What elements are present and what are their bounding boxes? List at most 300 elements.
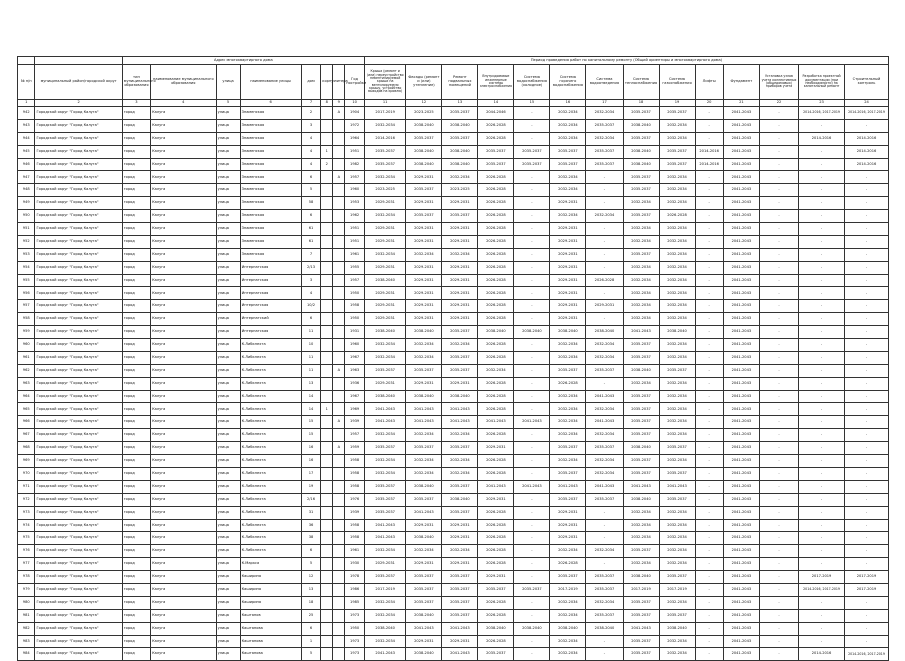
cell-period: - bbox=[695, 596, 723, 609]
cell-period: 2014-2016, 2017-2019 bbox=[844, 107, 888, 120]
cell-period: 2026-2028 bbox=[478, 119, 514, 132]
cell-mun: Городской округ "Город Калуга" bbox=[35, 596, 122, 609]
cell-period: 2032-2034 bbox=[586, 107, 623, 120]
cell-period: 2041-2043 bbox=[723, 351, 759, 364]
cell-n: 979 bbox=[18, 583, 35, 596]
cell-period: 2032-2034 bbox=[550, 171, 586, 184]
cell-house: 4 bbox=[301, 287, 321, 300]
cell-korp bbox=[321, 506, 333, 519]
cell-st: улица bbox=[216, 571, 240, 584]
cell-period: - bbox=[759, 171, 798, 184]
cell-name: Калуга bbox=[151, 313, 216, 326]
cell-period: 2014-2016 bbox=[364, 132, 405, 145]
cell-period: 2032-2034 bbox=[659, 377, 695, 390]
cell-st: улица bbox=[216, 158, 240, 171]
cell-n: 966 bbox=[18, 416, 35, 429]
column-number: 11 bbox=[364, 100, 405, 107]
cell-period: 2035-2037 bbox=[586, 609, 623, 622]
cell-period: - bbox=[514, 519, 550, 532]
cell-period: - bbox=[844, 480, 888, 493]
cell-period: - bbox=[844, 313, 888, 326]
cell-n: 950 bbox=[18, 210, 35, 223]
cell-year: 1973 bbox=[345, 609, 365, 622]
column-number: 3 bbox=[122, 100, 150, 107]
cell-mun: Городской округ "Город Калуга" bbox=[35, 377, 122, 390]
cell-period: 2041-2043 bbox=[723, 210, 759, 223]
cell-name: Калуга bbox=[151, 107, 216, 120]
cell-period: 2029-2031 bbox=[550, 313, 586, 326]
cell-name: Калуга bbox=[151, 532, 216, 545]
cell-period: - bbox=[695, 506, 723, 519]
cell-period: - bbox=[695, 351, 723, 364]
cell-lit bbox=[333, 506, 345, 519]
cell-period: 2038-2040 bbox=[623, 364, 659, 377]
cell-period: - bbox=[759, 339, 798, 352]
cell-period: 2032-2034 bbox=[623, 377, 659, 390]
cell-period: - bbox=[695, 648, 723, 661]
cell-period: 2032-2034 bbox=[550, 339, 586, 352]
cell-period: 2041-2043 bbox=[586, 390, 623, 403]
cell-period: 2032-2034 bbox=[364, 339, 405, 352]
cell-name: Калуга bbox=[151, 467, 216, 480]
cell-period: 2041-2043 bbox=[442, 416, 478, 429]
cell-period: 2029-2031 bbox=[364, 223, 405, 236]
cell-type: город bbox=[122, 455, 150, 468]
cell-lit bbox=[333, 390, 345, 403]
cell-period: 2029-2031 bbox=[406, 223, 442, 236]
cell-period: - bbox=[759, 480, 798, 493]
cell-period: - bbox=[586, 235, 623, 248]
cell-period: 2032-2034 bbox=[623, 506, 659, 519]
cell-period: 2041-2043 bbox=[723, 622, 759, 635]
cell-period: - bbox=[844, 248, 888, 261]
cell-period: 2035-2037 bbox=[623, 107, 659, 120]
cell-period: - bbox=[844, 377, 888, 390]
column-number: 14 bbox=[478, 100, 514, 107]
cell-mun: Городской округ "Город Калуга" bbox=[35, 339, 122, 352]
cell-street: Знаменская bbox=[240, 184, 301, 197]
cell-name: Калуга bbox=[151, 210, 216, 223]
table-row bbox=[18, 339, 889, 352]
cell-period: 2014-2016 bbox=[844, 158, 888, 171]
cell-period: - bbox=[695, 184, 723, 197]
cell-period: - bbox=[695, 455, 723, 468]
cell-period: 2041-2043 bbox=[406, 506, 442, 519]
cell-period: - bbox=[759, 158, 798, 171]
column-header: корпус bbox=[321, 65, 333, 100]
cell-name: Калуга bbox=[151, 596, 216, 609]
cell-period: 2032-2034 bbox=[364, 596, 405, 609]
table-row bbox=[18, 119, 889, 132]
cell-period: 2035-2037 bbox=[550, 571, 586, 584]
cell-period: 2035-2037 bbox=[586, 493, 623, 506]
cell-street: Каширина bbox=[240, 571, 301, 584]
cell-period: - bbox=[799, 184, 845, 197]
cell-period: 2035-2037 bbox=[406, 210, 442, 223]
cell-street: Знаменская bbox=[240, 235, 301, 248]
cell-type: город bbox=[122, 583, 150, 596]
cell-period: 2038-2040 bbox=[442, 119, 478, 132]
cell-mun: Городской округ "Город Калуга" bbox=[35, 300, 122, 313]
cell-period: - bbox=[514, 300, 550, 313]
cell-period: 2038-2040 bbox=[659, 622, 695, 635]
cell-period: 2032-2034 bbox=[623, 287, 659, 300]
cell-n: 968 bbox=[18, 442, 35, 455]
cell-period: - bbox=[586, 506, 623, 519]
cell-mun: Городской округ "Город Калуга" bbox=[35, 223, 122, 236]
cell-korp bbox=[321, 171, 333, 184]
cell-period: - bbox=[799, 339, 845, 352]
cell-street: Знаменская bbox=[240, 119, 301, 132]
cell-period: 2032-2034 bbox=[586, 545, 623, 558]
cell-year: 1973 bbox=[345, 635, 365, 648]
cell-period: 2035-2037 bbox=[478, 158, 514, 171]
cell-name: Калуга bbox=[151, 416, 216, 429]
cell-period: - bbox=[844, 609, 888, 622]
cell-street: К.Либкнехта bbox=[240, 467, 301, 480]
cell-korp bbox=[321, 184, 333, 197]
cell-type: город bbox=[122, 145, 150, 158]
cell-name: Калуга bbox=[151, 493, 216, 506]
cell-name: Калуга bbox=[151, 261, 216, 274]
cell-period: 2029-2031 bbox=[442, 223, 478, 236]
cell-house: 31 bbox=[301, 506, 321, 519]
cell-year: 1950 bbox=[345, 622, 365, 635]
cell-period: 2041-2043 bbox=[723, 274, 759, 287]
cell-street: Каштанов bbox=[240, 609, 301, 622]
cell-period: - bbox=[695, 119, 723, 132]
cell-lit: А bbox=[333, 442, 345, 455]
cell-type: город bbox=[122, 326, 150, 339]
cell-n: 949 bbox=[18, 197, 35, 210]
cell-period: - bbox=[844, 596, 888, 609]
cell-period: - bbox=[844, 493, 888, 506]
cell-period: 2035-2037 bbox=[364, 158, 405, 171]
cell-mun: Городской округ "Город Калуга" bbox=[35, 622, 122, 635]
cell-period: 2032-2034 bbox=[406, 351, 442, 364]
cell-year: 1960 bbox=[345, 184, 365, 197]
cell-period: 2044-2046 bbox=[478, 107, 514, 120]
cell-period: - bbox=[759, 145, 798, 158]
cell-period: 2038-2040 bbox=[659, 326, 695, 339]
cell-period: 2038-2040 bbox=[478, 622, 514, 635]
cell-period: - bbox=[844, 210, 888, 223]
cell-period: - bbox=[844, 403, 888, 416]
cell-type: город bbox=[122, 377, 150, 390]
cell-year: 1957 bbox=[345, 274, 365, 287]
cell-year: 1985 bbox=[345, 596, 365, 609]
cell-n: 975 bbox=[18, 532, 35, 545]
cell-period: - bbox=[799, 609, 845, 622]
column-header: Система теплоснабжения bbox=[623, 65, 659, 100]
cell-period: 2032-2034 bbox=[659, 596, 695, 609]
cell-period: 2029-2031 bbox=[406, 171, 442, 184]
cell-n: 948 bbox=[18, 184, 35, 197]
cell-period: 2029-2031 bbox=[550, 287, 586, 300]
table-row bbox=[18, 493, 889, 506]
cell-period: - bbox=[514, 107, 550, 120]
cell-type: город bbox=[122, 197, 150, 210]
cell-period: - bbox=[759, 197, 798, 210]
cell-name: Калуга bbox=[151, 455, 216, 468]
cell-period: 2029-2031 bbox=[406, 197, 442, 210]
column-number: 5 bbox=[216, 100, 240, 107]
column-number: 9 bbox=[333, 100, 345, 107]
cell-period: 2023-2025 bbox=[364, 184, 405, 197]
cell-period: - bbox=[799, 326, 845, 339]
column-header: Установка узлов учета коллективных (общедомовых) приборов учета bbox=[759, 65, 798, 100]
cell-period: - bbox=[514, 197, 550, 210]
cell-period: 2035-2037 bbox=[550, 364, 586, 377]
table-row bbox=[18, 455, 889, 468]
cell-house: 3 bbox=[301, 274, 321, 287]
cell-period: 2035-2037 bbox=[659, 442, 695, 455]
cell-period: 2026-2028 bbox=[478, 609, 514, 622]
cell-lit bbox=[333, 583, 345, 596]
cell-st: улица bbox=[216, 558, 240, 571]
column-header: наименование муниципального образования bbox=[151, 65, 216, 100]
cell-period: - bbox=[514, 596, 550, 609]
cell-mun: Городской округ "Город Калуга" bbox=[35, 416, 122, 429]
cell-period: - bbox=[695, 558, 723, 571]
cell-year: 1958 bbox=[345, 532, 365, 545]
cell-korp bbox=[321, 364, 333, 377]
cell-period: - bbox=[695, 300, 723, 313]
cell-n: 967 bbox=[18, 429, 35, 442]
cell-street: Каширина bbox=[240, 596, 301, 609]
cell-korp bbox=[321, 442, 333, 455]
table-row bbox=[18, 532, 889, 545]
cell-period: - bbox=[759, 532, 798, 545]
cell-period: 2032-2034 bbox=[550, 403, 586, 416]
cell-house: 1 bbox=[301, 635, 321, 648]
cell-n: 960 bbox=[18, 339, 35, 352]
cell-period: 2032-2034 bbox=[586, 403, 623, 416]
cell-period: - bbox=[514, 467, 550, 480]
cell-period: 2041-2043 bbox=[723, 390, 759, 403]
column-header: Система горячего водоснабжения bbox=[550, 65, 586, 100]
cell-period: 2041-2043 bbox=[623, 326, 659, 339]
cell-period: 2041-2043 bbox=[586, 416, 623, 429]
cell-period: 2032-2034 bbox=[623, 300, 659, 313]
cell-period: - bbox=[514, 429, 550, 442]
cell-period: - bbox=[514, 287, 550, 300]
cell-period: 2014-2016 bbox=[695, 158, 723, 171]
cell-period: 2035-2037 bbox=[623, 339, 659, 352]
cell-street: Интернатская bbox=[240, 261, 301, 274]
cell-lit bbox=[333, 235, 345, 248]
cell-period: - bbox=[759, 274, 798, 287]
cell-period: 2041-2043 bbox=[364, 648, 405, 661]
cell-street: Каширина bbox=[240, 583, 301, 596]
cell-period: 2026-2028 bbox=[478, 545, 514, 558]
cell-lit bbox=[333, 622, 345, 635]
cell-period: 2026-2028 bbox=[478, 235, 514, 248]
cell-street: К.Либкнехта bbox=[240, 390, 301, 403]
table-row bbox=[18, 287, 889, 300]
cell-period: 2032-2034 bbox=[586, 596, 623, 609]
cell-lit bbox=[333, 480, 345, 493]
cell-period: 2038-2040 bbox=[406, 119, 442, 132]
cell-period: 2041-2043 bbox=[723, 132, 759, 145]
cell-house: 61 bbox=[301, 223, 321, 236]
cell-korp: 1 bbox=[321, 403, 333, 416]
cell-mun: Городской округ "Город Калуга" bbox=[35, 145, 122, 158]
cell-period: 2032-2034 bbox=[364, 248, 405, 261]
cell-period: 2032-2034 bbox=[659, 416, 695, 429]
cell-period: 2035-2037 bbox=[659, 158, 695, 171]
cell-period: 2038-2040 bbox=[442, 390, 478, 403]
cell-period: 2026-2028 bbox=[478, 132, 514, 145]
cell-period: - bbox=[586, 197, 623, 210]
cell-period: 2029-2031 bbox=[442, 197, 478, 210]
cell-year: 1982 bbox=[345, 158, 365, 171]
cell-period: 2041-2043 bbox=[723, 480, 759, 493]
cell-period: 2035-2037 bbox=[623, 351, 659, 364]
cell-period: - bbox=[586, 313, 623, 326]
cell-st: улица bbox=[216, 480, 240, 493]
cell-period: - bbox=[695, 364, 723, 377]
cell-period: - bbox=[514, 609, 550, 622]
cell-period: 2035-2037 bbox=[364, 364, 405, 377]
cell-lit bbox=[333, 545, 345, 558]
cell-period: - bbox=[844, 351, 888, 364]
table-row bbox=[18, 107, 889, 120]
cell-period: 2032-2034 bbox=[659, 403, 695, 416]
cell-period: - bbox=[759, 313, 798, 326]
cell-name: Калуга bbox=[151, 364, 216, 377]
cell-name: Калуга bbox=[151, 326, 216, 339]
cell-type: город bbox=[122, 351, 150, 364]
cell-period: 2035-2037 bbox=[442, 351, 478, 364]
column-header: тип муниципального образования bbox=[122, 65, 150, 100]
cell-period: 2035-2037 bbox=[586, 364, 623, 377]
cell-n: 971 bbox=[18, 480, 35, 493]
cell-korp bbox=[321, 107, 333, 120]
cell-korp bbox=[321, 545, 333, 558]
cell-period: - bbox=[759, 107, 798, 120]
cell-st: улица bbox=[216, 145, 240, 158]
cell-type: город bbox=[122, 184, 150, 197]
cell-period: - bbox=[514, 274, 550, 287]
cell-period: 2032-2034 bbox=[364, 545, 405, 558]
cell-st: улица bbox=[216, 545, 240, 558]
cell-year: 1904 bbox=[345, 107, 365, 120]
cell-n: 957 bbox=[18, 300, 35, 313]
cell-period: 2038-2040 bbox=[514, 326, 550, 339]
cell-period: - bbox=[759, 390, 798, 403]
cell-st: улица bbox=[216, 287, 240, 300]
cell-period: - bbox=[759, 467, 798, 480]
cell-period: 2032-2034 bbox=[659, 184, 695, 197]
cell-period: 2032-2034 bbox=[550, 648, 586, 661]
cell-name: Калуга bbox=[151, 248, 216, 261]
cell-period: - bbox=[514, 545, 550, 558]
cell-type: город bbox=[122, 648, 150, 661]
cell-lit bbox=[333, 532, 345, 545]
cell-mun: Городской округ "Город Калуга" bbox=[35, 274, 122, 287]
cell-period: - bbox=[514, 442, 550, 455]
cell-year: 1953 bbox=[345, 197, 365, 210]
cell-st: улица bbox=[216, 416, 240, 429]
cell-period: - bbox=[514, 364, 550, 377]
cell-name: Калуга bbox=[151, 506, 216, 519]
cell-korp bbox=[321, 416, 333, 429]
cell-period: 2041-2043 bbox=[364, 416, 405, 429]
cell-period: 2032-2034 bbox=[586, 339, 623, 352]
cell-year: 1959 bbox=[345, 442, 365, 455]
cell-period: 2029-2031 bbox=[442, 532, 478, 545]
cell-year: 1976 bbox=[345, 493, 365, 506]
cell-year: 1967 bbox=[345, 351, 365, 364]
cell-korp bbox=[321, 480, 333, 493]
cell-period: - bbox=[695, 403, 723, 416]
cell-year: 1972 bbox=[345, 119, 365, 132]
cell-house: 4 bbox=[301, 158, 321, 171]
cell-st: улица bbox=[216, 493, 240, 506]
cell-house: 6 bbox=[301, 171, 321, 184]
cell-period: 2041-2043 bbox=[623, 622, 659, 635]
cell-period: 2014-2016, 2017-2019 bbox=[799, 107, 845, 120]
cell-period: 2041-2043 bbox=[723, 171, 759, 184]
cell-period: 2014-2016 bbox=[844, 132, 888, 145]
cell-type: город bbox=[122, 467, 150, 480]
cell-period: 2017-2019 bbox=[550, 583, 586, 596]
cell-period: 2032-2034 bbox=[442, 545, 478, 558]
cell-name: Калуга bbox=[151, 403, 216, 416]
cell-period: - bbox=[759, 571, 798, 584]
cell-period: - bbox=[514, 648, 550, 661]
cell-period: 2041-2043 bbox=[723, 609, 759, 622]
cell-period: - bbox=[844, 287, 888, 300]
cell-period: - bbox=[799, 455, 845, 468]
cell-period: 2032-2034 bbox=[623, 532, 659, 545]
cell-period: 2035-2037 bbox=[586, 571, 623, 584]
cell-period: 2032-2034 bbox=[586, 429, 623, 442]
column-header: литера bbox=[333, 65, 345, 100]
column-header: Год постройки bbox=[345, 65, 365, 100]
cell-period: - bbox=[759, 248, 798, 261]
cell-type: город bbox=[122, 313, 150, 326]
cell-type: город bbox=[122, 635, 150, 648]
table-row bbox=[18, 145, 889, 158]
cell-period: 2041-2043 bbox=[442, 648, 478, 661]
cell-period: 2029-2031 bbox=[442, 313, 478, 326]
cell-period: 2038-2040 bbox=[478, 326, 514, 339]
cell-period: - bbox=[799, 171, 845, 184]
cell-mun: Городской округ "Город Калуга" bbox=[35, 261, 122, 274]
column-header: Фундамент bbox=[723, 65, 759, 100]
cell-year: 1961 bbox=[345, 248, 365, 261]
cell-mun: Городской округ "Город Калуга" bbox=[35, 532, 122, 545]
cell-name: Калуга bbox=[151, 132, 216, 145]
cell-year: 1986 bbox=[345, 583, 365, 596]
cell-period: 2032-2034 bbox=[659, 132, 695, 145]
cell-st: улица bbox=[216, 313, 240, 326]
column-header: дом bbox=[301, 65, 321, 100]
cell-period: - bbox=[514, 377, 550, 390]
cell-period: 2032-2034 bbox=[442, 171, 478, 184]
cell-period: 2041-2043 bbox=[723, 261, 759, 274]
table-row bbox=[18, 184, 889, 197]
cell-period: 2041-2043 bbox=[723, 648, 759, 661]
cell-n: 963 bbox=[18, 377, 35, 390]
cell-st: улица bbox=[216, 506, 240, 519]
cell-st: улица bbox=[216, 223, 240, 236]
cell-period: 2029-2031 bbox=[364, 287, 405, 300]
cell-mun: Городской округ "Город Калуга" bbox=[35, 313, 122, 326]
cell-period: 2032-2034 bbox=[623, 313, 659, 326]
